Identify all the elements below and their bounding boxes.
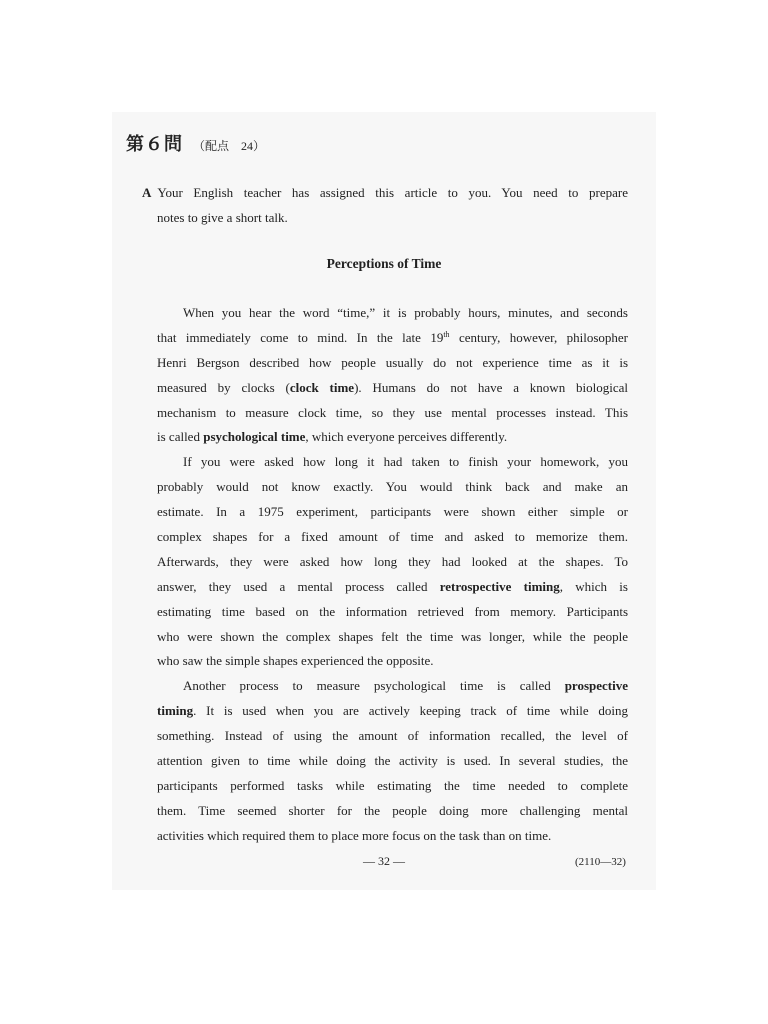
paragraph-line — [157, 674, 628, 699]
points-allocation: （配点 24） — [193, 139, 266, 153]
text-run: ). Humans do not have a known biological — [354, 379, 628, 395]
paragraph-line — [157, 774, 628, 799]
bold-term: psychological time — [203, 429, 306, 445]
question-number: 第６問 — [126, 134, 183, 155]
page-number: — 32 — — [363, 854, 405, 868]
paragraph-line — [157, 749, 628, 774]
paragraph-line — [157, 649, 628, 674]
text-run: who saw the simple shapes experienced the opposite. — [157, 653, 434, 669]
bold-term: timing — [157, 703, 194, 719]
text-run: , which everyone perceives differently. — [305, 429, 508, 445]
paragraph-line — [157, 724, 628, 749]
instruction-line-1 — [142, 180, 628, 205]
text-run: century, however, philosopher — [449, 329, 628, 345]
paragraph-line — [157, 699, 628, 724]
text-run: mechanism to measure clock time, so they use mental processes instead. This — [157, 404, 628, 420]
paragraph-line — [157, 575, 628, 600]
text-run: estimating time based on the information retrieved from memory. Participants — [157, 603, 628, 619]
paragraph-line — [157, 600, 628, 625]
text-run: Another process to measure psychological time is called — [183, 678, 565, 694]
text-run: . It is used when you are actively keeping track of time while doing — [193, 703, 628, 719]
paragraph-line — [157, 525, 628, 550]
article-paragraph-2 — [157, 450, 628, 674]
paragraph-line — [157, 625, 628, 650]
paragraph-line — [157, 425, 628, 450]
paragraph-line — [157, 301, 628, 326]
paragraph-line — [157, 475, 628, 500]
text-run: who were shown the complex shapes felt the time was longer, while the people — [157, 628, 628, 644]
text-run: something. Instead of using the amount of information recalled, the level of — [157, 728, 628, 744]
paragraph-line — [157, 550, 628, 575]
paragraph-line — [157, 326, 628, 351]
text-run: complex shapes for a fixed amount of time and asked to memorize them. — [157, 529, 628, 545]
superscript: th — [443, 329, 450, 339]
article-title: Perceptions of Time — [326, 256, 442, 271]
instruction-line-2: notes to give a short talk. — [157, 210, 288, 225]
text-run: answer, they used a mental process called — [157, 578, 440, 594]
text-run: probably would not know exactly. You would think back and make an — [157, 479, 628, 495]
part-label: A — [142, 185, 152, 200]
paragraph-line — [157, 824, 628, 849]
paragraph-line — [157, 351, 628, 376]
text-run: participants performed tasks while estimating the time needed to complete — [157, 777, 628, 793]
bold-term: retrospective timing — [439, 578, 560, 594]
text-run: measured by clocks ( — [157, 379, 290, 395]
paragraph-line — [157, 500, 628, 525]
text-run: is called — [157, 429, 204, 445]
text-run: Afterwards, they were asked how long they had looked at the shapes. To — [157, 553, 628, 569]
paragraph-line — [157, 799, 628, 824]
text-run: estimate. In a 1975 experiment, participants were shown either simple or — [157, 504, 628, 520]
text-run: them. Time seemed shorter for the people doing more challenging mental — [157, 802, 628, 818]
paragraph-line — [157, 450, 628, 475]
text-run: , which is — [559, 578, 628, 594]
article-paragraph-1 — [157, 301, 628, 450]
text-run: activities which required them to place more focus on the task than on time. — [157, 827, 552, 843]
text-run: attention given to time while doing the activity is used. In several studies, the — [157, 753, 628, 769]
instruction-text-1: Your English teacher has assigned this article to you. You need to prepare — [157, 185, 628, 200]
article-paragraph-3 — [157, 674, 628, 848]
question-heading — [126, 130, 265, 156]
text-run: If you were asked how long it had taken to finish your homework, you — [183, 454, 628, 470]
part-a-instructions — [142, 180, 628, 230]
page-code: (2110—32) — [575, 856, 626, 868]
bold-term: prospective — [564, 678, 628, 694]
text-run: When you hear the word “time,” it is probably hours, minutes, and seconds — [183, 305, 628, 320]
text-run: that immediately come to mind. In the late 19 — [157, 329, 444, 345]
paragraph-line — [157, 401, 628, 426]
text-run: Henri Bergson described how people usually do not experience time as it is — [157, 354, 628, 370]
article-body — [157, 301, 628, 849]
bold-term: clock time — [289, 379, 355, 395]
paragraph-line — [157, 376, 628, 401]
